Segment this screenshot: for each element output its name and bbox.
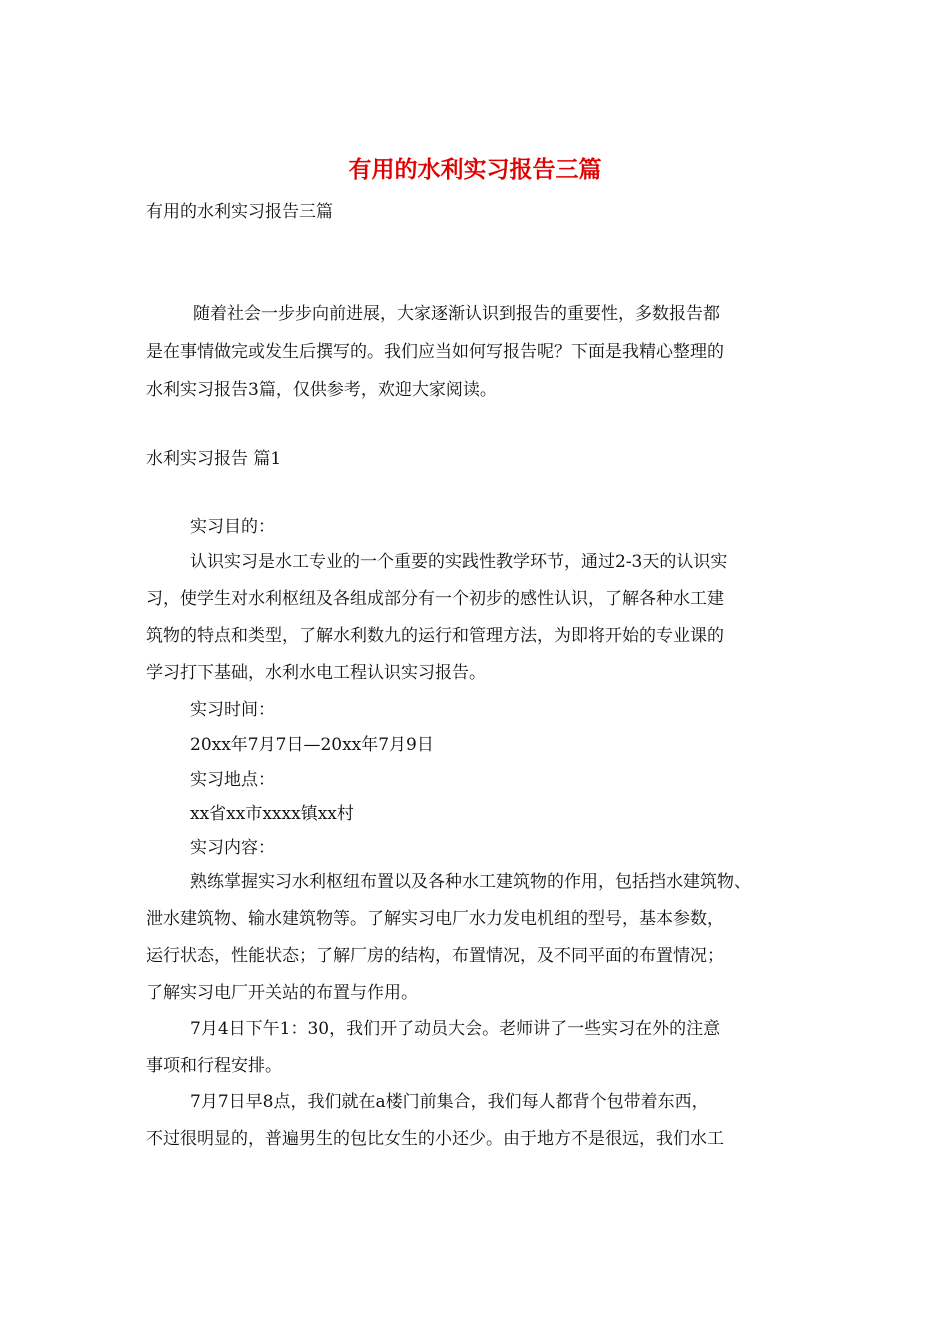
purpose-line: 习，使学生对水利枢纽及各组成部分有一个初步的感性认识，了解各种水工建 — [146, 589, 724, 609]
purpose-line: 学习打下基础，水利水电工程认识实习报告。 — [146, 663, 486, 683]
time-value: 20xx年7月7日—20xx年7月9日 — [190, 735, 434, 755]
place-value: xx省xx市xxxx镇xx村 — [190, 804, 354, 824]
paragraph-line: 事项和行程安排。 — [146, 1056, 282, 1076]
content-line: 了解实习电厂开关站的布置与作用。 — [146, 983, 418, 1003]
intro-line: 随着社会一步步向前进展，大家逐渐认识到报告的重要性，多数报告都 — [193, 304, 720, 324]
purpose-label: 实习目的： — [190, 517, 275, 537]
document-subtitle: 有用的水利实习报告三篇 — [146, 202, 333, 222]
content-line: 熟练掌握实习水利枢纽布置以及各种水工建筑物的作用，包括挡水建筑物、 — [190, 872, 751, 892]
intro-line: 是在事情做完或发生后撰写的。我们应当如何写报告呢？下面是我精心整理的 — [146, 342, 724, 362]
place-label: 实习地点： — [190, 770, 275, 790]
document-title: 有用的水利实习报告三篇 — [348, 156, 602, 183]
content-line: 运行状态，性能状态；了解厂房的结构，布置情况，及不同平面的布置情况； — [146, 946, 724, 966]
content-label: 实习内容： — [190, 838, 275, 858]
purpose-line: 认识实习是水工专业的一个重要的实践性教学环节，通过2-3天的认识实 — [190, 552, 728, 572]
intro-line: 水利实习报告3篇，仅供参考，欢迎大家阅读。 — [146, 380, 497, 400]
paragraph-line: 不过很明显的，普遍男生的包比女生的小还少。由于地方不是很远，我们水工 — [146, 1129, 724, 1149]
time-label: 实习时间： — [190, 700, 275, 720]
purpose-line: 筑物的特点和类型，了解水利数九的运行和管理方法，为即将开始的专业课的 — [146, 626, 724, 646]
section-heading: 水利实习报告 篇1 — [146, 449, 282, 469]
paragraph-line: 7月7日早8点，我们就在a楼门前集合，我们每人都背个包带着东西， — [190, 1092, 709, 1112]
paragraph-line: 7月4日下午1：30，我们开了动员大会。老师讲了一些实习在外的注意 — [190, 1019, 721, 1039]
content-line: 泄水建筑物、输水建筑物等。了解实习电厂水力发电机组的型号，基本参数， — [146, 909, 724, 929]
